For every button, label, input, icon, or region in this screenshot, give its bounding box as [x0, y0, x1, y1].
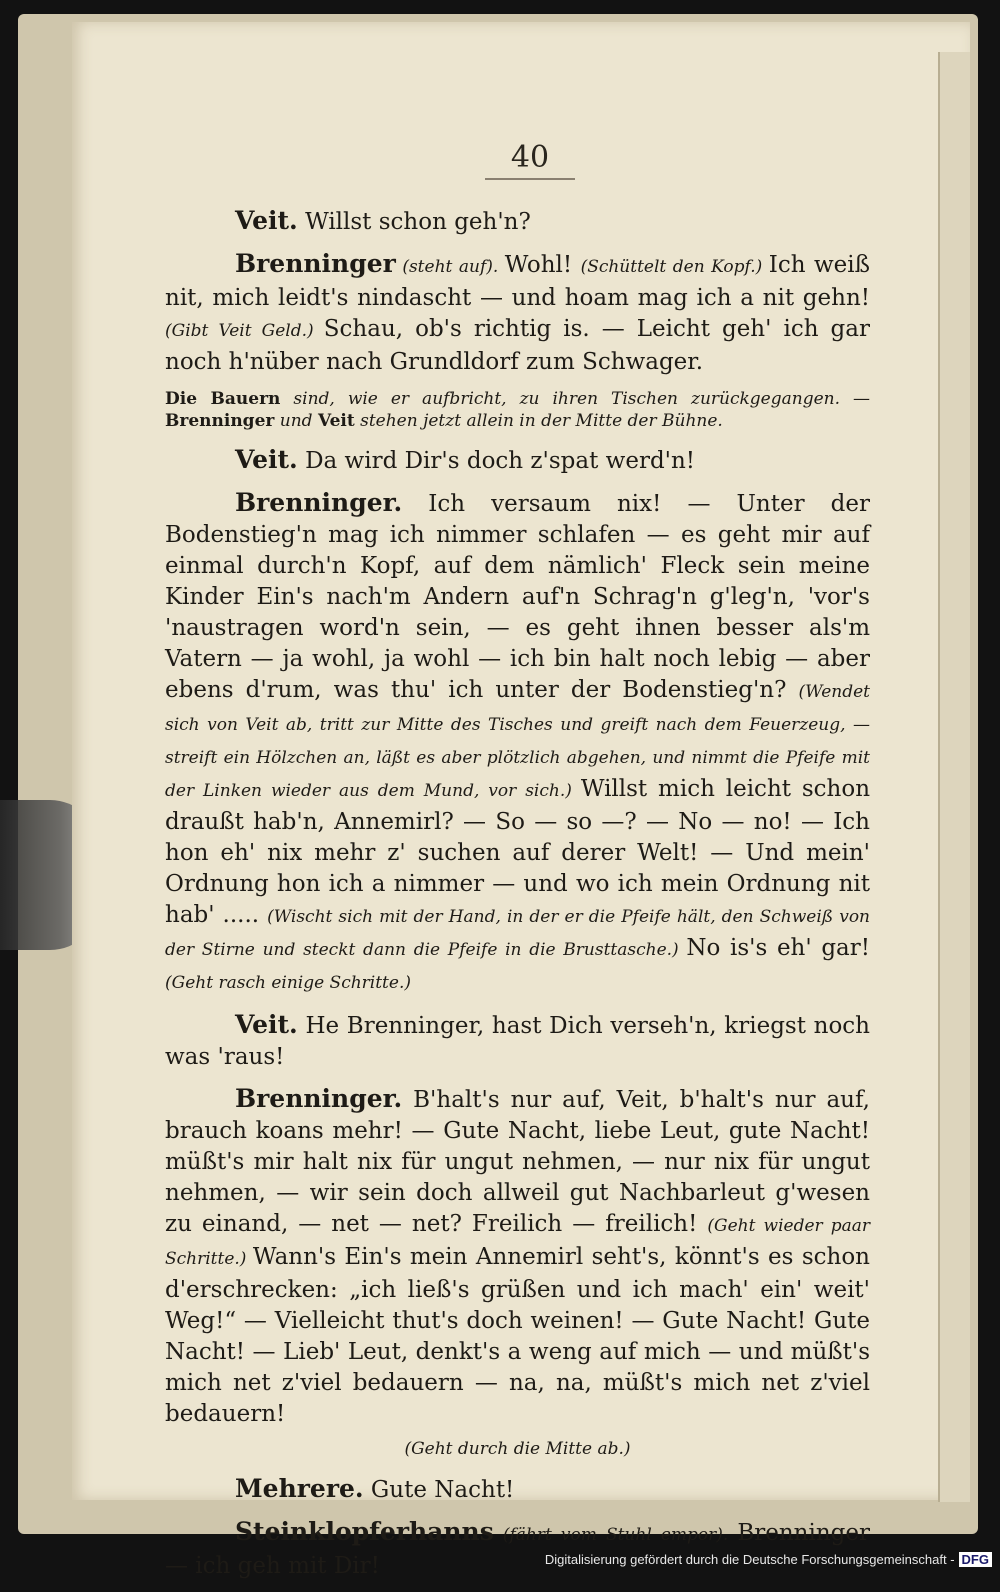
speech-text: No is's eh' gar!	[686, 935, 870, 961]
speech-text: Brenninger — ich geh mit Dir!	[165, 1520, 870, 1579]
speech-text: B'halt's nur auf, Veit, b'halt's nur auf, brauch koans mehr! — Gute Nacht, liebe Leut, gute Nacht! müßt's mir halt nix für ungut nehmen, — nur nix für ungut nehmen, — wir sein doch allweil gut Nachbarleut g'wesen zu einand, — net — net? Freilich — freilich!	[165, 1087, 870, 1237]
footer-text: Digitalisierung gefördert durch die Deutsche Forschungsgemeinschaft -	[544, 1552, 955, 1567]
dfg-logo: DFG	[959, 1552, 992, 1567]
stage-direction-exit: (Geht durch die Mitte ab.)	[404, 1439, 631, 1459]
page-number: 40	[510, 140, 550, 175]
speaker-name: Veit.	[235, 1010, 298, 1039]
stage-direction: (Wendet sich von Veit ab, tritt zur Mitte des Tisches und greift nach dem Feuerzeug, — streift ein Hölzchen an, läßt es aber plötzlich abgehen, und nimmt die Pfeife mit der Linken wieder aus dem Mund, vor sich.)	[165, 682, 870, 801]
speech-steinklopferhanns	[165, 1516, 870, 1582]
stage-direction: (steht auf).	[395, 257, 505, 277]
speech-brenninger-2	[165, 487, 870, 999]
speech-brenninger-1	[165, 248, 870, 378]
page-number-rule	[485, 178, 575, 180]
stage-direction: (Geht wieder paar Schritte.)	[165, 1216, 871, 1269]
speech-text: Schau, ob's richtig is. — Leicht geh' ich gar noch h'nüber nach Grundldorf zum Schwager.	[165, 316, 870, 375]
speech-text: Ich weiß nit, mich leidt's nindascht — und hoam mag ich a nit gehn!	[165, 252, 871, 311]
speech-veit-2	[165, 444, 870, 477]
speaker-name: Brenninger.	[235, 1084, 403, 1113]
stage-direction: (Geht rasch einige Schritte.)	[165, 973, 411, 993]
speech-veit-1	[165, 205, 870, 238]
speech-veit-3	[165, 1009, 870, 1073]
speech-text: Willst schon geh'n?	[297, 209, 531, 235]
speech-text: He Brenninger, hast Dich verseh'n, kriegst noch was 'raus!	[165, 1013, 870, 1070]
speaker-name: Brenninger	[235, 249, 396, 278]
stage-direction: (Wischt sich mit der Hand, in der er die Pfeife hält, den Schweiß von der Stirne und steckt dann die Pfeife in die Brusttasche.)	[165, 907, 870, 960]
next-page-edge	[938, 52, 970, 1502]
play-text	[165, 205, 870, 1592]
stage-direction-bauern: Die Bauern sind, wie er aufbricht, zu ihren Tischen zurückgegangen. — Brenninger und Veit stehen jetzt allein in der Mitte der Bühne.	[165, 389, 870, 431]
speech-brenninger-3	[165, 1083, 870, 1430]
funding-footer	[545, 1552, 992, 1567]
speech-mehrere	[165, 1473, 870, 1506]
speech-text: Willst mich leicht schon draußt hab'n, Annemirl? — So — so —? — No — no! — Ich hon eh' nix mehr z' suchen auf derer Welt! — Und mein' Ordnung hon ich a nimmer — und wo ich mein Ordnung nit hab' .....	[165, 776, 871, 928]
speaker-name: Steinklopferhanns	[235, 1517, 494, 1546]
speech-text: Da wird Dir's doch z'spat werd'n!	[297, 448, 696, 474]
speech-text: Wann's Ein's mein Annemirl seht's, könnt's es schon d'erschrecken: „ich ließ's grüßen und ich mach' ein' weit' Weg!“ — Vielleicht thut's doch weinen! — Gute Nacht! Gute Nacht! — Lieb' Leut, denkt's a weng auf mich — und müßt's mich net z'viel bedauern — na, na, müßt's mich net z'viel bedauern!	[165, 1244, 870, 1427]
stage-direction: (Gibt Veit Geld.)	[165, 321, 324, 341]
speech-text: Wohl!	[504, 252, 581, 278]
speech-text: Gute Nacht!	[363, 1477, 515, 1503]
stage-direction: (Schüttelt den Kopf.)	[580, 257, 769, 277]
speaker-name: Brenninger.	[235, 488, 403, 517]
speaker-name: Mehrere.	[235, 1474, 364, 1503]
speaker-name: Veit.	[235, 206, 298, 235]
speaker-name: Veit.	[235, 445, 298, 474]
stage-direction: (fährt vom Stuhl empor).	[493, 1525, 738, 1545]
speech-text: Ich versaum nix! — Unter der Bodenstieg'n mag ich nimmer schlafen — es geht mir auf einmal durch'n Kopf, auf dem nämlich' Fleck sein meine Kinder Ein's nach'm Andern auf'n Schrag'n g'leg'n, 'vor's 'naustragen word'n sein, — es geht ihnen besser als'm Vatern — ja wohl, ja wohl — ich bin halt noch lebig — aber ebens d'rum, was thu' ich unter der Bodenstieg'n?	[165, 491, 870, 703]
